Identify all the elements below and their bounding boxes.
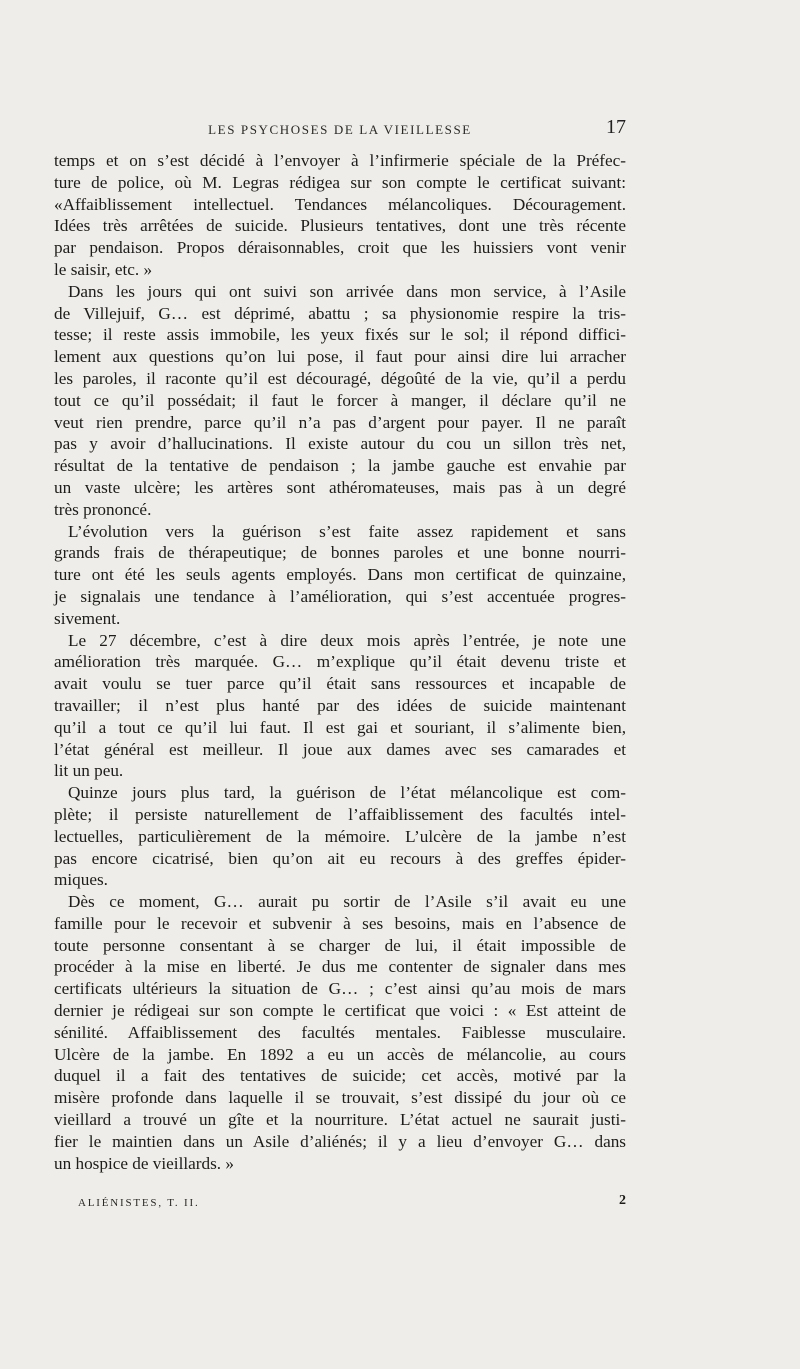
text-line: avait voulu se tuer parce qu’il était sans ressources et incapable de — [54, 674, 626, 694]
text-line: Ulcère de la jambe. En 1892 a eu un accès de mélancolie, au cours — [54, 1044, 626, 1064]
text-line: miques. — [54, 870, 108, 890]
page-footer — [54, 1193, 626, 1217]
text-line: de Villejuif, G… est déprimé, abattu ; sa physionomie respire la tris- — [54, 303, 626, 323]
text-line: je signalais une tendance à l’amélioration, qui s’est accentuée progres- — [54, 586, 626, 606]
text-line: «Affaiblissement intellectuel. Tendances mélancoliques. Découragement. — [54, 194, 626, 214]
running-head — [54, 116, 626, 144]
text-line: L’évolution vers la guérison s’est faite assez rapidement et sans — [68, 521, 626, 541]
text-line: certificats ultérieurs la situation de G… ; c’est ainsi qu’au mois de mars — [54, 979, 626, 999]
text-line: ture ont été les seuls agents employés. Dans mon certificat de quinzaine, — [54, 565, 626, 585]
text-line: lectuelles, particulièrement de la mémoire. L’ulcère de la jambe n’est — [54, 826, 626, 846]
text-line: Idées très arrêtées de suicide. Plusieurs tentatives, dont une très récente — [54, 216, 626, 236]
text-line: veut rien prendre, parce qu’il n’a pas d’argent pour payer. Il ne paraît — [54, 412, 626, 432]
text-line: fier le maintien dans un Asile d’aliénés; il y a lieu d’envoyer G… dans — [54, 1131, 626, 1151]
printer-signature: ALIÉNISTES, T. II. — [78, 1197, 200, 1209]
text-line: sénilité. Affaiblissement des facultés mentales. Faiblesse musculaire. — [54, 1022, 626, 1042]
text-line: pas encore cicatrisé, bien qu’on ait eu recours à des greffes épider- — [54, 848, 626, 868]
text-line: très prononcé. — [54, 499, 152, 519]
running-title: LES PSYCHOSES DE LA VIEILLESSE — [208, 122, 472, 137]
text-line: vieillard a trouvé un gîte et la nourriture. L’état actuel ne saurait justi- — [54, 1110, 626, 1130]
text-line: duquel il a fait des tentatives de suicide; cet accès, motivé par la — [54, 1066, 626, 1086]
text-line: grands frais de thérapeutique; de bonnes paroles et une bonne nourri- — [54, 543, 626, 563]
text-line: plète; il persiste naturellement de l’affaiblissement des facultés intel- — [54, 804, 626, 824]
text-line: Dès ce moment, G… aurait pu sortir de l’Asile s’il avait eu une — [68, 892, 626, 912]
text-line: Le 27 décembre, c’est à dire deux mois après l’entrée, je note une — [68, 630, 626, 650]
text-line: lit un peu. — [54, 761, 124, 781]
text-line: temps et on s’est décidé à l’envoyer à l’infirmerie spéciale de la Préfec- — [54, 151, 626, 170]
text-line: lement aux questions qu’on lui pose, il faut pour ainsi dire lui arracher — [54, 347, 626, 367]
text-line: famille pour le recevoir et subvenir à ses besoins, mais en l’absence de — [54, 913, 626, 933]
text-line: le saisir, etc. » — [54, 259, 153, 279]
signature-mark: 2 — [619, 1193, 626, 1208]
text-line: résultat de la tentative de pendaison ; la jambe gauche est envahie par — [54, 456, 626, 476]
text-line: sivement. — [54, 608, 121, 628]
text-line: un hospice de vieillards. » — [54, 1153, 234, 1173]
text-line: l’état général est meilleur. Il joue aux dames avec ses camarades et — [54, 739, 626, 759]
text-line: procéder à la mise en liberté. Je dus me contenter de signaler dans mes — [54, 957, 626, 977]
text-line: les paroles, il raconte qu’il est découragé, dégoûté de la vie, qu’il a perdu — [54, 368, 626, 388]
text-line: tesse; il reste assis immobile, les yeux fixés sur le sol; il répond diffici- — [54, 325, 626, 345]
text-line: toute personne consentant à se charger de lui, il était impossible de — [54, 935, 626, 955]
text-line: par pendaison. Propos déraisonnables, croit que les huissiers vont venir — [54, 238, 626, 258]
text-line: amélioration très marquée. G… m’explique qu’il était devenu triste et — [54, 652, 626, 672]
text-line: misère profonde dans laquelle il se trouvait, s’est dissipé du jour où ce — [54, 1088, 626, 1108]
text-line: travailler; il n’est plus hanté par des idées de suicide maintenant — [54, 695, 626, 715]
text-line: dernier je rédigeai sur son compte le certificat que voici : « Est atteint de — [54, 1001, 626, 1021]
body-text — [54, 150, 626, 1174]
text-line: Quinze jours plus tard, la guérison de l’état mélancolique est com- — [68, 783, 626, 803]
text-line: tout ce qu’il possédait; il faut le forcer à manger, il déclare qu’il ne — [54, 390, 626, 410]
text-line: ture de police, où M. Legras rédigea sur son compte le certificat suivant: — [54, 172, 626, 192]
page-number: 17 — [606, 116, 626, 138]
text-line: Dans les jours qui ont suivi son arrivée dans mon service, à l’Asile — [68, 281, 626, 301]
text-line: pas y avoir d’hallucinations. Il existe autour du cou un sillon très net, — [54, 434, 626, 454]
text-line: qu’il a tout ce qu’il lui faut. Il est gai et souriant, il s’alimente bien, — [54, 717, 626, 737]
text-line: un vaste ulcère; les artères sont athéromateuses, mais pas à un degré — [54, 477, 626, 497]
